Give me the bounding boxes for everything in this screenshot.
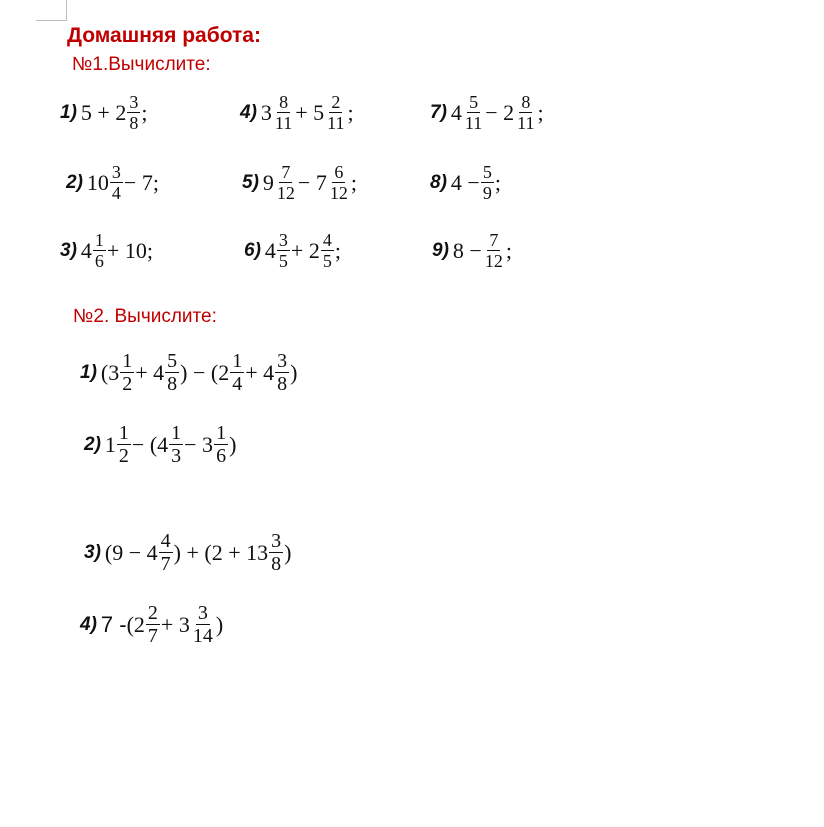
expr-text: 5 + 2 — [80, 99, 127, 125]
exercise-number: 6) — [244, 240, 261, 261]
fraction — [273, 92, 294, 133]
expr-text: ; — [350, 169, 357, 195]
exercise-1-7 — [430, 92, 544, 133]
numerator: 1 — [94, 230, 104, 250]
numerator: 1 — [216, 422, 227, 444]
fraction — [269, 530, 283, 575]
denominator: 7 — [147, 625, 158, 647]
exercise-number: 3) — [84, 542, 101, 563]
numerator: 3 — [111, 162, 121, 182]
denominator: 4 — [111, 183, 121, 203]
fraction — [515, 92, 536, 133]
numerator: 5 — [167, 350, 178, 372]
denominator: 2 — [122, 373, 133, 395]
exercise-2-2 — [84, 422, 236, 467]
numerator: 8 — [521, 92, 531, 112]
denominator: 12 — [484, 251, 503, 271]
expr-text: 8 − — [452, 237, 482, 263]
expr-text: 1 — [104, 431, 116, 457]
exercise-number: 1) — [80, 362, 97, 383]
exercise-number: 8) — [430, 172, 447, 193]
numerator: 3 — [271, 530, 282, 552]
denominator: 8 — [129, 113, 139, 133]
numerator: 7 — [489, 230, 499, 250]
expr-text: − (4 — [131, 431, 169, 457]
expr-text: + 2 — [290, 237, 320, 263]
numerator: 1 — [118, 422, 129, 444]
denominator: 8 — [167, 373, 178, 395]
denominator: 5 — [278, 251, 288, 271]
expr-text: ) − (2 — [180, 359, 230, 385]
expr-text: ) — [229, 431, 237, 457]
denominator: 6 — [216, 445, 227, 467]
denominator: 8 — [271, 553, 282, 575]
numerator: 4 — [160, 530, 171, 552]
denominator: 2 — [118, 445, 129, 467]
denominator: 12 — [329, 183, 348, 203]
section-1-title: №1.Вычислите: — [72, 54, 211, 75]
exercise-2-1 — [80, 350, 297, 395]
exercise-number: 2) — [66, 172, 83, 193]
page-corner-mark — [36, 0, 67, 21]
expr-text: − 3 — [184, 431, 214, 457]
fraction — [481, 162, 494, 203]
expr-text: 7 - — [100, 611, 127, 637]
exercise-1-5 — [242, 162, 357, 203]
exercise-number: 5) — [242, 172, 259, 193]
expr-text: 4 − — [450, 169, 480, 195]
fraction — [165, 350, 179, 395]
fraction — [328, 162, 350, 203]
exercise-number: 2) — [84, 434, 101, 455]
exercise-1-1 — [60, 92, 147, 133]
fraction — [277, 230, 290, 271]
denominator: 5 — [322, 251, 332, 271]
denominator: 11 — [274, 113, 293, 133]
fraction — [146, 602, 160, 647]
expr-text: ; — [494, 169, 501, 195]
expr-text: + 5 — [295, 99, 325, 125]
expr-text: 10 — [86, 169, 109, 195]
section-2-title: №2. Вычислите: — [73, 306, 217, 327]
numerator: 3 — [197, 602, 208, 624]
expr-text: 4 — [450, 99, 462, 125]
expr-text: + 10; — [106, 237, 153, 263]
denominator: 9 — [482, 183, 492, 203]
exercise-1-3 — [60, 230, 153, 271]
fraction — [325, 92, 346, 133]
expr-text: ; — [334, 237, 341, 263]
expr-text: 4 — [80, 237, 92, 263]
numerator: 5 — [482, 162, 492, 182]
expr-text: − 2 — [485, 99, 515, 125]
exercise-1-6 — [244, 230, 341, 271]
numerator: 1 — [122, 350, 133, 372]
fraction — [230, 350, 244, 395]
fraction — [159, 530, 173, 575]
expr-text: (2 — [126, 611, 145, 637]
fraction — [93, 230, 106, 271]
expr-text: ) — [215, 611, 224, 637]
fraction — [117, 422, 131, 467]
denominator: 11 — [517, 113, 535, 133]
exercise-number: 3) — [60, 240, 77, 261]
exercise-1-2 — [66, 162, 159, 203]
expr-text: 4 — [264, 237, 276, 263]
denominator: 4 — [232, 373, 243, 395]
expr-text: (9 − 4 — [104, 539, 158, 565]
numerator: 1 — [171, 422, 182, 444]
expr-text: 9 — [262, 169, 274, 195]
fraction — [275, 162, 297, 203]
exercise-number: 7) — [430, 102, 447, 123]
fraction — [120, 350, 134, 395]
numerator: 2 — [147, 602, 158, 624]
denominator: 14 — [192, 625, 213, 647]
numerator: 2 — [331, 92, 341, 112]
page-title: Домашняя работа: — [67, 24, 261, 47]
fraction — [214, 422, 228, 467]
exercise-number: 4) — [240, 102, 257, 123]
expr-text: − 7; — [123, 169, 159, 195]
expr-text: ; — [505, 237, 512, 263]
numerator: 3 — [129, 92, 139, 112]
denominator: 11 — [464, 113, 483, 133]
denominator: 11 — [327, 113, 345, 133]
expr-text: 3 — [260, 99, 272, 125]
numerator: 8 — [279, 92, 289, 112]
numerator: 3 — [278, 230, 288, 250]
denominator: 7 — [160, 553, 171, 575]
numerator: 5 — [469, 92, 479, 112]
expr-text: (3 — [100, 359, 120, 385]
denominator: 6 — [94, 251, 104, 271]
expr-text: ) — [284, 539, 292, 565]
numerator: 6 — [334, 162, 344, 182]
numerator: 3 — [277, 350, 288, 372]
fraction — [275, 350, 289, 395]
expr-text: + 4 — [245, 359, 275, 385]
fraction — [483, 230, 505, 271]
exercise-1-9 — [432, 230, 512, 271]
fraction — [321, 230, 334, 271]
denominator: 8 — [277, 373, 288, 395]
denominator: 3 — [171, 445, 182, 467]
fraction — [127, 92, 140, 133]
fraction — [169, 422, 183, 467]
exercise-2-4 — [80, 602, 223, 647]
expr-text: ) + (2 + 13 — [173, 539, 269, 565]
expr-text: − 7 — [297, 169, 327, 195]
exercise-number: 9) — [432, 240, 449, 261]
expr-text: + 4 — [135, 359, 165, 385]
fraction — [110, 162, 123, 203]
exercise-number: 4) — [80, 614, 97, 635]
denominator: 12 — [276, 183, 295, 203]
numerator: 7 — [281, 162, 291, 182]
fraction — [191, 602, 215, 647]
exercise-1-8 — [430, 162, 501, 203]
fraction — [463, 92, 484, 133]
exercise-number: 1) — [60, 102, 77, 123]
expr-text: ; — [347, 99, 354, 125]
numerator: 4 — [322, 230, 332, 250]
exercise-2-3 — [84, 530, 291, 575]
expr-text: ; — [141, 99, 148, 125]
exercise-1-4 — [240, 92, 354, 133]
numerator: 1 — [232, 350, 243, 372]
expr-text: ; — [537, 99, 544, 125]
expr-text: + 3 — [160, 611, 190, 637]
expr-text: ) — [290, 359, 298, 385]
